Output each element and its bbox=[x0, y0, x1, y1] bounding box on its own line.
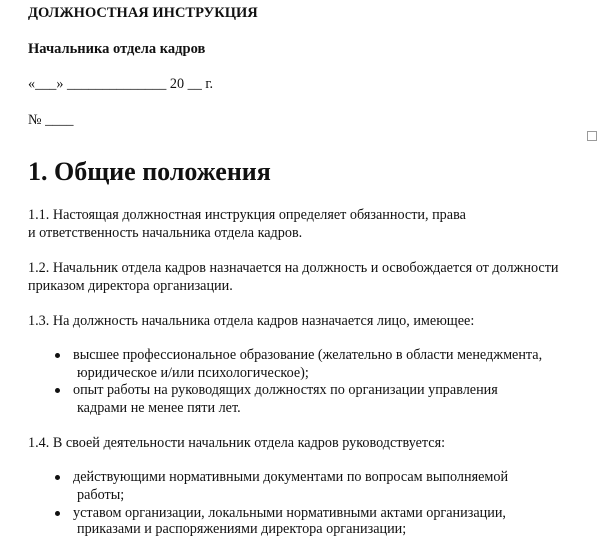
bullet-icon bbox=[55, 388, 60, 393]
list-item-line-2: работы; bbox=[77, 487, 125, 503]
list-item-line-1: опыт работы на руководящих должностях по организации управления bbox=[73, 382, 498, 398]
list-item-line-1: высшее профессиональное образование (желательно в области менеджмента, bbox=[73, 347, 543, 363]
list-item-line-2: юридическое и/или психологическое); bbox=[77, 365, 309, 381]
checkbox[interactable] bbox=[587, 131, 597, 141]
date-line: «___» ______________ 20 __ г. bbox=[28, 76, 214, 92]
document-subtitle: Начальника отдела кадров bbox=[28, 41, 206, 57]
list-item-line-1: уставом организации, локальными нормативными актами организации, bbox=[73, 505, 506, 521]
bullet-icon bbox=[55, 353, 60, 358]
list-item-line-2: приказами и распоряжениями директора организации; bbox=[77, 521, 407, 537]
paragraph-1-2-line-1: 1.2. Начальник отдела кадров назначается на должность и освобождается от должности bbox=[28, 260, 559, 276]
bullet-icon bbox=[55, 475, 60, 480]
list-item-line-2: кадрами не менее пяти лет. bbox=[77, 400, 241, 416]
paragraph-1-3: 1.3. На должность начальника отдела кадров назначается лицо, имеющее: bbox=[28, 313, 475, 329]
number-line: № ____ bbox=[28, 112, 74, 128]
paragraph-1-1-line-2: и ответственность начальника отдела кадров. bbox=[28, 225, 303, 241]
list-item-line-1: действующими нормативными документами по вопросам выполняемой bbox=[73, 469, 509, 485]
paragraph-1-1-line-1: 1.1. Настоящая должностная инструкция определяет обязанности, права bbox=[28, 207, 466, 223]
document-title: ДОЛЖНОСТНАЯ ИНСТРУКЦИЯ bbox=[28, 5, 258, 21]
paragraph-1-2-line-2: приказом директора организации. bbox=[28, 278, 233, 294]
paragraph-1-4: 1.4. В своей деятельности начальник отдела кадров руководствуется: bbox=[28, 435, 446, 451]
section-heading: 1. Общие положения bbox=[28, 157, 271, 186]
bullet-icon bbox=[55, 511, 60, 516]
